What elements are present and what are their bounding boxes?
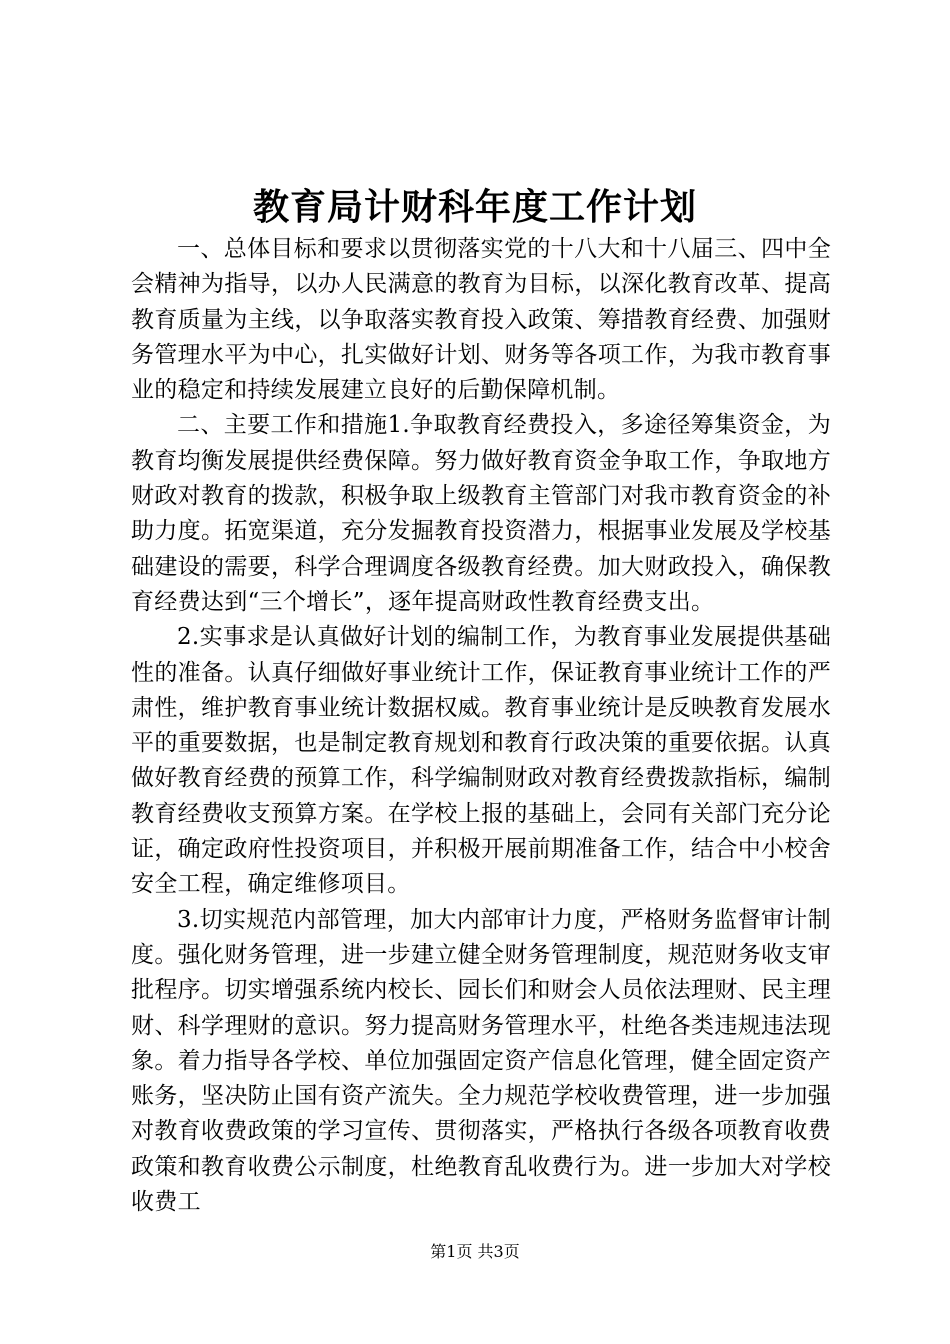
paragraph-main-work-funding: 二、主要工作和措施1.争取教育经费投入，多途径筹集资金，为教育均衡发展提供经费保障。努力做好教育资金争取工作，争取地方财政对教育的拨款，积极争取上级教育主管部门对我市教育资金的补助力度。拓宽渠道，充分发掘教育投资潜力，根据事业发展及学校基础建设的需要，科学合理调度各级教育经费。加大财政投入，确保教育经费达到“三个增长”，逐年提高财政性教育经费支出。 <box>131 412 831 615</box>
paragraph-planning-statistics: 2.实事求是认真做好计划的编制工作，为教育事业发展提供基础性的准备。认真仔细做好事业统计工作，保证教育事业统计工作的严肃性，维护教育事业统计数据权威。教育事业统计是反映教育发展水平的重要数据，也是制定教育规划和教育行政决策的重要依据。认真做好教育经费的预算工作，科学编制财政对教育经费拨款指标，编制教育经费收支预算方案。在学校上报的基础上，会同有关部门充分论证，确定政府性投资项目，并积极开展前期准备工作，结合中小校舍安全工程，确定维修项目。 <box>131 624 831 898</box>
paragraph-internal-management: 3.切实规范内部管理，加大内部审计力度，严格财务监督审计制度。强化财务管理，进一步建立健全财务管理制度，规范财务收支审批程序。切实增强系统内校长、园长们和财会人员依法理财、民主理财、科学理财的意识。努力提高财务管理水平，杜绝各类违规违法现象。着力指导各学校、单位加强固定资产信息化管理，健全固定资产账务，坚决防止国有资产流失。全力规范学校收费管理，进一步加强对教育收费政策的学习宣传、贯彻落实，严格执行各级各项教育收费政策和教育收费公示制度，杜绝教育乱收费行为。进一步加大对学校收费工 <box>131 906 831 1216</box>
paragraph-general-goals: 一、总体目标和要求以贯彻落实党的十八大和十八届三、四中全会精神为指导，以办人民满意的教育为目标，以深化教育改革、提高教育质量为主线，以争取落实教育投入政策、筹措教育经费、加强财务管理水平为中心，扎实做好计划、财务等各项工作，为我市教育事业的稳定和持续发展建立良好的后勤保障机制。 <box>131 236 831 404</box>
page-footer: 第1页 共3页 <box>430 1242 520 1261</box>
document-body <box>131 232 831 1220</box>
document-title: 教育局计财科年度工作计划 <box>252 186 697 228</box>
